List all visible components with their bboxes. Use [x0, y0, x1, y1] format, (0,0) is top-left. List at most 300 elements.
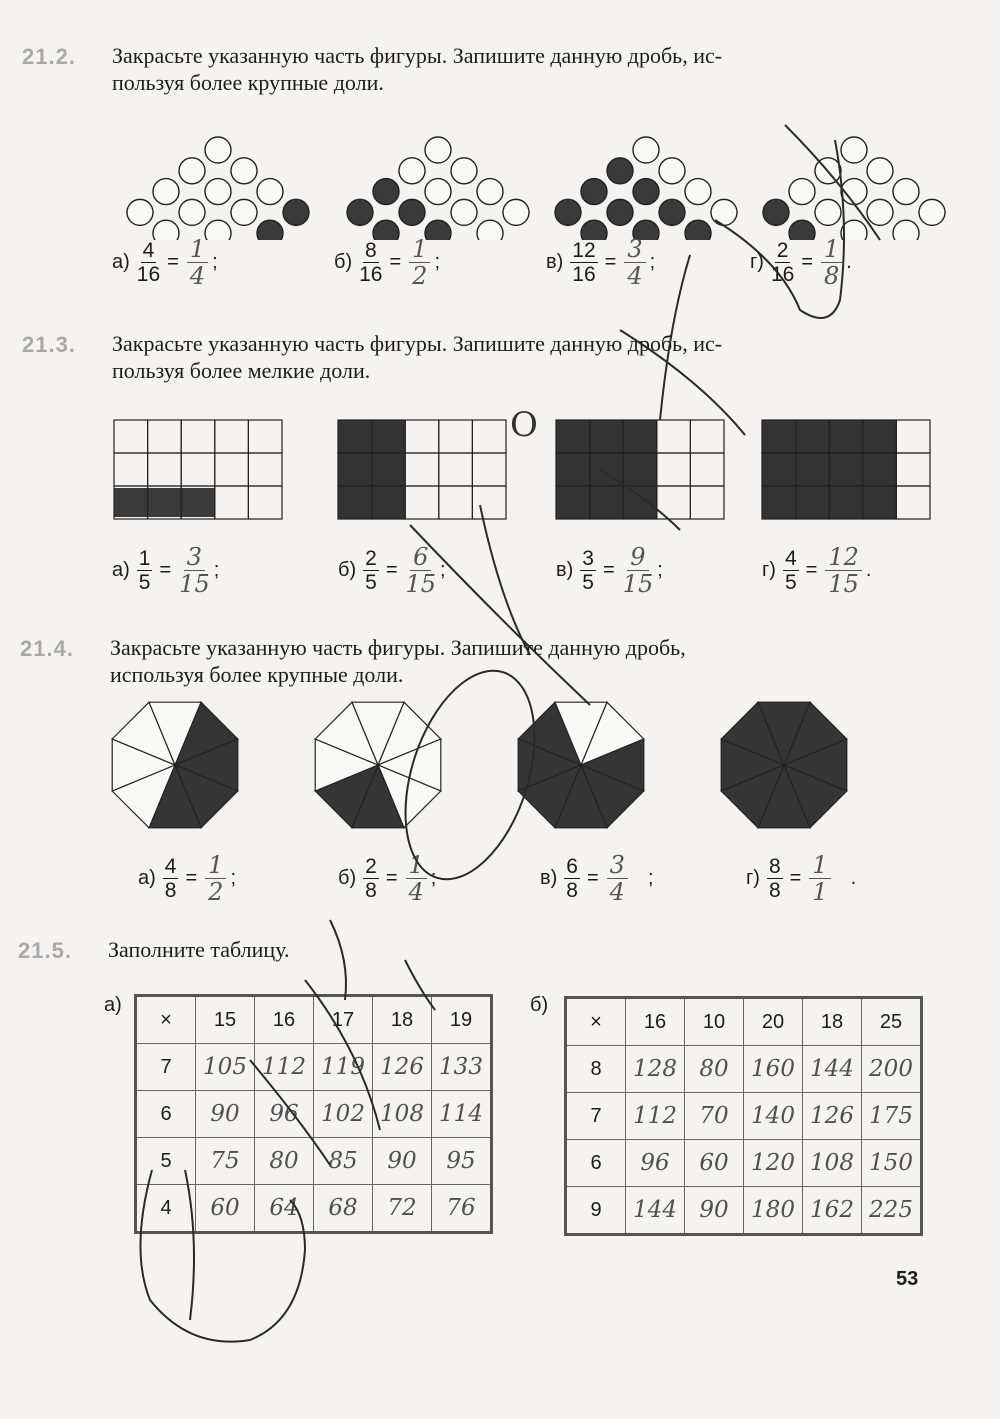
circle-cell: [841, 179, 867, 205]
answer-21-3-a: [112, 544, 219, 597]
product-cell: 60: [685, 1140, 744, 1187]
factor-cell: 8: [566, 1046, 626, 1093]
product-cell: 126: [803, 1093, 862, 1140]
numerator: 9: [627, 544, 648, 571]
product-cell: 85: [314, 1138, 373, 1185]
product-cell: 96: [255, 1091, 314, 1138]
denominator: 4: [189, 262, 206, 290]
handwritten-fraction: [187, 236, 208, 289]
equals-sign: =: [167, 251, 179, 273]
answer-21-3-c: [556, 544, 663, 597]
table-b-label: б): [530, 994, 549, 1016]
numerator: 4: [142, 239, 155, 262]
octagon-figure: [518, 702, 644, 828]
product-cell: 180: [744, 1187, 803, 1235]
denominator: 8: [566, 879, 578, 902]
label: г): [762, 559, 776, 581]
handwritten-fraction: [623, 544, 654, 597]
grid-cell: [114, 420, 148, 453]
grid-cell: [439, 486, 473, 519]
product-cell: 114: [432, 1091, 492, 1138]
circle-cell: [257, 179, 283, 205]
denominator: 4: [408, 878, 424, 906]
product-cell: 64: [255, 1185, 314, 1233]
denominator: 16: [136, 263, 161, 286]
answer-21-2-b: [334, 236, 440, 289]
numerator: 2: [365, 855, 377, 878]
product-cell: 80: [685, 1046, 744, 1093]
equals-sign: =: [385, 867, 398, 889]
denominator: 8: [824, 262, 840, 290]
handwritten-fraction: [607, 852, 628, 905]
handwritten-fraction: [205, 852, 226, 905]
equals-sign: =: [385, 559, 398, 581]
circle-cell: [841, 137, 867, 163]
fraction: [771, 239, 794, 286]
table-row: [566, 998, 922, 1046]
circle-cell: [607, 158, 633, 184]
circle-cell: [399, 199, 425, 225]
product-cell: 108: [373, 1091, 432, 1138]
table-row: [136, 1138, 492, 1185]
product-cell: 120: [744, 1140, 803, 1187]
numerator: 1: [205, 852, 226, 879]
denominator: 16: [572, 263, 596, 286]
header-cell: ×: [566, 998, 626, 1046]
numerator: 6: [566, 855, 578, 878]
octagon-figure: [112, 702, 238, 828]
circle-cell: [607, 199, 633, 225]
answer-21-4-d: [746, 852, 856, 905]
task-number-21-2: 21.2.: [22, 44, 76, 69]
circle-cell: [763, 199, 789, 225]
fraction: [363, 855, 379, 902]
factor-cell: 7: [136, 1044, 196, 1091]
handwritten-fraction: [179, 544, 210, 597]
numerator: 3: [582, 547, 594, 570]
task-number-21-5: 21.5.: [18, 938, 72, 963]
header-cell: 25: [862, 998, 922, 1046]
product-cell: 150: [862, 1140, 922, 1187]
denominator: 2: [412, 262, 428, 290]
handwritten-fraction: [825, 544, 862, 597]
grid-cell: [896, 486, 930, 519]
fraction: [359, 239, 382, 286]
denominator: 8: [768, 879, 781, 902]
task-21-2-answers: [112, 236, 932, 296]
label: б): [338, 559, 357, 581]
circle-figure: [555, 137, 737, 240]
product-cell: 95: [432, 1138, 492, 1185]
task-number-21-3: 21.3.: [22, 332, 76, 357]
grid-cell: [248, 420, 282, 453]
equals-sign: =: [602, 559, 615, 581]
product-cell: 200: [862, 1046, 922, 1093]
product-cell: 75: [196, 1138, 255, 1185]
task-21-4-answers: [138, 852, 918, 912]
circle-cell: [711, 199, 737, 225]
circle-cell: [815, 199, 841, 225]
factor-cell: 4: [136, 1185, 196, 1233]
circle-cell: [347, 199, 373, 225]
grid-cell: [896, 453, 930, 486]
denominator: 15: [405, 570, 437, 598]
table-row: [136, 1185, 492, 1233]
product-cell: 80: [255, 1138, 314, 1185]
fraction: [137, 547, 153, 594]
circle-figure: [763, 137, 945, 240]
octagon-figure: [315, 702, 441, 828]
grid-cell: [405, 420, 439, 453]
punct: ;: [440, 559, 446, 581]
numerator: 1: [809, 852, 830, 879]
product-cell: 112: [255, 1044, 314, 1091]
punct: ;: [434, 251, 441, 273]
task-21-5-text: Заполните таблицу.: [108, 937, 290, 962]
table-row: [566, 1093, 922, 1140]
label: в): [556, 559, 574, 581]
handwritten-fraction: [406, 544, 437, 597]
grid-figure: [114, 420, 282, 519]
table-row: [566, 1046, 922, 1093]
table-a-label: а): [104, 994, 122, 1016]
circle-cell: [399, 158, 425, 184]
circle-cell: [633, 179, 659, 205]
circle-cell: [451, 199, 477, 225]
circle-cell: [231, 158, 257, 184]
task-21-3-answers: [112, 544, 932, 604]
numerator: 6: [410, 544, 431, 571]
punct: ;: [230, 867, 237, 889]
numerator: 8: [364, 239, 377, 262]
scribble-line: [330, 920, 346, 1000]
circle-cell: [867, 158, 893, 184]
circle-cell: [633, 137, 659, 163]
denominator: 2: [208, 878, 224, 906]
numerator: 2: [776, 239, 789, 262]
grid-cell: [896, 420, 930, 453]
denominator: 5: [365, 571, 377, 594]
answer-21-2-a: [112, 236, 218, 289]
product-cell: 102: [314, 1091, 373, 1138]
circle-cell: [581, 179, 607, 205]
product-cell: 96: [626, 1140, 685, 1187]
punct: ;: [647, 867, 654, 889]
octagon-figures: [100, 695, 860, 835]
numerator: 4: [164, 855, 177, 878]
fraction: [767, 855, 783, 902]
grid-cell: [657, 486, 691, 519]
task-number-21-4: 21.4.: [20, 636, 74, 661]
grid-cell: [405, 453, 439, 486]
label: в): [540, 867, 558, 889]
grid-cell: [690, 420, 724, 453]
product-cell: 70: [685, 1093, 744, 1140]
circle-cell: [659, 199, 685, 225]
task-21-2-text: [112, 42, 722, 96]
product-cell: 60: [196, 1185, 255, 1233]
product-cell: 162: [803, 1187, 862, 1235]
product-cell: 160: [744, 1046, 803, 1093]
answer-21-2-d: [750, 236, 852, 289]
product-cell: 128: [626, 1046, 685, 1093]
product-cell: 119: [314, 1044, 373, 1091]
circle-cell: [893, 179, 919, 205]
product-cell: 133: [432, 1044, 492, 1091]
answer-21-4-a: [138, 852, 236, 905]
numerator: 1: [821, 236, 842, 263]
numerator: 12: [572, 239, 596, 262]
shaded-area: [114, 488, 215, 517]
circle-cell: [179, 158, 205, 184]
page-number: 53: [896, 1268, 919, 1290]
factor-cell: 7: [566, 1093, 626, 1140]
circle-figure: [127, 137, 309, 240]
punct: ;: [212, 251, 218, 273]
label: б): [338, 867, 357, 889]
answer-21-3-d: [762, 544, 871, 597]
answer-21-4-c: [540, 852, 654, 905]
denominator: 5: [784, 571, 797, 594]
denominator: 15: [179, 570, 210, 598]
table-row: [136, 1091, 492, 1138]
circle-cell: [919, 199, 945, 225]
denominator: 15: [828, 570, 859, 598]
grid-cell: [657, 453, 691, 486]
header-cell: 10: [685, 998, 744, 1046]
circle-cell: [789, 179, 815, 205]
fraction: [163, 855, 179, 902]
grid-cell: [215, 420, 249, 453]
circle-cell: [205, 179, 231, 205]
factor-cell: 5: [136, 1138, 196, 1185]
product-cell: 90: [685, 1187, 744, 1235]
grid-cell: [148, 420, 182, 453]
product-cell: 90: [373, 1138, 432, 1185]
grid-cell: [690, 453, 724, 486]
header-cell: 16: [626, 998, 685, 1046]
equals-sign: =: [586, 867, 599, 889]
circle-figure: [347, 137, 529, 240]
header-cell: 19: [432, 996, 492, 1044]
product-cell: 112: [626, 1093, 685, 1140]
grid-figure: [762, 420, 930, 519]
numerator: 1: [406, 852, 427, 879]
circle-cell: [555, 199, 581, 225]
multiplication-table-b: [564, 996, 923, 1236]
answer-21-3-b: [338, 544, 446, 597]
task-21-2-line2: пользуя более крупные доли.: [112, 70, 384, 95]
multiplication-table-a: [134, 994, 493, 1234]
handwritten-fraction: [409, 236, 430, 289]
denominator: 15: [622, 570, 654, 598]
numerator: 8: [768, 855, 781, 878]
circle-cell: [685, 179, 711, 205]
shaded-area: [556, 420, 657, 519]
denominator: 16: [770, 263, 795, 286]
equals-sign: =: [789, 867, 802, 889]
fraction: [570, 239, 597, 286]
table-row: [136, 996, 492, 1044]
numerator: 3: [184, 544, 205, 571]
header-cell: 16: [255, 996, 314, 1044]
product-cell: 140: [744, 1093, 803, 1140]
punct: .: [846, 251, 852, 273]
denominator: 1: [812, 878, 828, 906]
fraction: [580, 547, 596, 594]
grid-cell: [439, 453, 473, 486]
numerator: 1: [138, 547, 151, 570]
table-row: [136, 1044, 492, 1091]
task-21-3-line2: пользуя более мелкие доли.: [112, 358, 371, 383]
label: г): [746, 867, 760, 889]
punct: .: [865, 559, 872, 581]
header-cell: ×: [136, 996, 196, 1044]
punct: ;: [430, 867, 437, 889]
table-row: [566, 1187, 922, 1235]
header-cell: 18: [803, 998, 862, 1046]
denominator: 16: [359, 263, 383, 286]
circle-cell: [127, 199, 153, 225]
fraction: [363, 547, 379, 594]
product-cell: 90: [196, 1091, 255, 1138]
circle-cell: [477, 179, 503, 205]
task-21-3-text: [112, 330, 722, 384]
circle-cell: [373, 179, 399, 205]
circle-cell: [425, 137, 451, 163]
numerator: 3: [624, 236, 645, 263]
factor-cell: 9: [566, 1187, 626, 1235]
equals-sign: =: [604, 251, 617, 273]
grid-cell: [439, 420, 473, 453]
task-21-4-line1: Закрасьте указанную часть фигуры. Запишите данную дробь,: [110, 635, 686, 660]
grid-cell: [657, 420, 691, 453]
grid-cell: [472, 486, 506, 519]
punct: ;: [649, 251, 656, 273]
circle-cell: [231, 199, 257, 225]
denominator: 8: [365, 879, 377, 902]
grid-cell: [690, 486, 724, 519]
task-21-2-line1: Закрасьте указанную часть фигуры. Запишите данную дробь, ис-: [112, 43, 723, 68]
task-21-3-line1: Закрасьте указанную часть фигуры. Запишите данную дробь, ис-: [112, 331, 723, 356]
grid-figure: [338, 420, 506, 519]
numerator: 4: [784, 547, 797, 570]
product-cell: 108: [803, 1140, 862, 1187]
task-21-4-text: [110, 634, 686, 688]
circle-cell: [451, 158, 477, 184]
table-row: [566, 1140, 922, 1187]
task-21-4-line2: используя более крупные доли.: [110, 662, 404, 687]
label: г): [750, 251, 764, 273]
factor-cell: 6: [566, 1140, 626, 1187]
label: а): [112, 559, 130, 581]
circle-cell: [205, 137, 231, 163]
punct: ;: [657, 559, 663, 581]
header-cell: 18: [373, 996, 432, 1044]
circle-cell: [425, 179, 451, 205]
header-cell: 17: [314, 996, 373, 1044]
denominator: 4: [609, 878, 625, 906]
numerator: 3: [607, 852, 628, 879]
denominator: 5: [138, 571, 151, 594]
numerator: 12: [825, 544, 862, 571]
handwritten-circle-letter: О: [510, 405, 538, 445]
answer-21-4-b: [338, 852, 436, 905]
grid-cell: [215, 453, 249, 486]
circle-cell: [815, 158, 841, 184]
denominator: 8: [164, 879, 177, 902]
fraction: [783, 547, 799, 594]
grid-cell: [472, 453, 506, 486]
handwritten-fraction: [821, 236, 842, 289]
circle-cell: [867, 199, 893, 225]
numerator: 1: [187, 236, 208, 263]
circle-cell: [659, 158, 685, 184]
label: а): [138, 867, 156, 889]
grid-cell: [248, 486, 282, 519]
octagon-figure: [721, 702, 847, 828]
product-cell: 144: [626, 1187, 685, 1235]
denominator: 5: [582, 571, 594, 594]
header-cell: 15: [196, 996, 255, 1044]
product-cell: 105: [196, 1044, 255, 1091]
equals-sign: =: [185, 867, 198, 889]
numerator: 2: [365, 547, 377, 570]
circle-cell: [179, 199, 205, 225]
product-cell: 225: [862, 1187, 922, 1235]
fraction: [564, 855, 580, 902]
factor-cell: 6: [136, 1091, 196, 1138]
punct: ;: [213, 559, 220, 581]
product-cell: 72: [373, 1185, 432, 1233]
circle-cell: [153, 179, 179, 205]
denominator: 4: [627, 262, 643, 290]
circle-cell: [503, 199, 529, 225]
grid-cell: [215, 486, 249, 519]
equals-sign: =: [805, 559, 818, 581]
product-cell: 144: [803, 1046, 862, 1093]
product-cell: 68: [314, 1185, 373, 1233]
grid-figure: [556, 420, 724, 519]
numerator: 1: [409, 236, 430, 263]
handwritten-fraction: [406, 852, 427, 905]
grid-cell: [181, 453, 215, 486]
label: б): [334, 251, 353, 273]
handwritten-fraction: [809, 852, 830, 905]
product-cell: 126: [373, 1044, 432, 1091]
circle-cell: [283, 199, 309, 225]
product-cell: 76: [432, 1185, 492, 1233]
product-cell: 175: [862, 1093, 922, 1140]
punct: .: [850, 867, 857, 889]
answer-21-2-c: [546, 236, 655, 289]
grid-cell: [405, 486, 439, 519]
handwritten-fraction: [624, 236, 645, 289]
grid-cell: [181, 420, 215, 453]
grid-cell: [148, 453, 182, 486]
header-cell: 20: [744, 998, 803, 1046]
equals-sign: =: [159, 559, 172, 581]
grid-cell: [472, 420, 506, 453]
fraction: [137, 239, 160, 286]
grid-cell: [248, 453, 282, 486]
circles-figures: [100, 100, 960, 240]
label: а): [112, 251, 130, 273]
equals-sign: =: [389, 251, 402, 273]
equals-sign: =: [801, 251, 814, 273]
grid-cell: [114, 453, 148, 486]
label: в): [546, 251, 564, 273]
